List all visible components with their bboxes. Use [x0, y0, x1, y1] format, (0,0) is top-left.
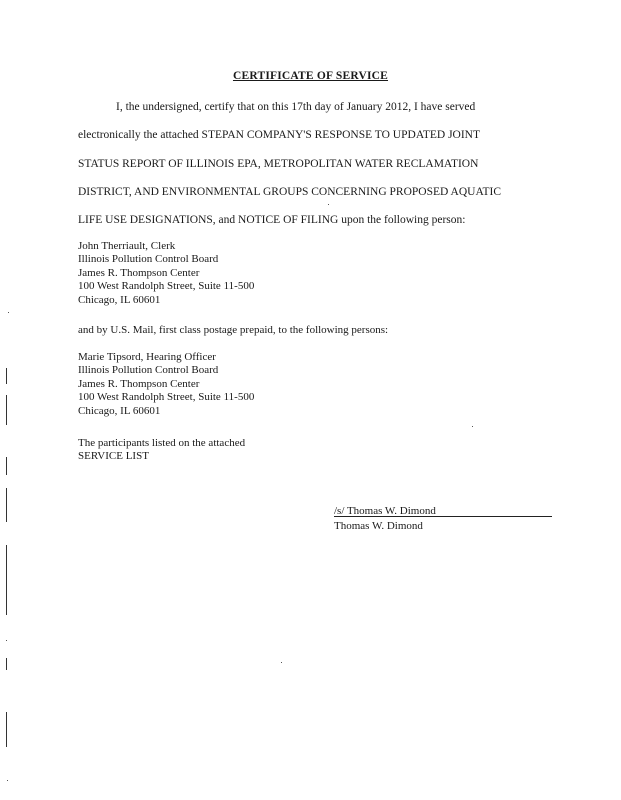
paragraph-line-4: DISTRICT, AND ENVIRONMENTAL GROUPS CONCERNING PROPOSED AQUATIC [78, 186, 502, 198]
recipient-clerk-address [78, 240, 254, 307]
address-line: James R. Thompson Center [78, 266, 200, 279]
electronic-signature: /s/ Thomas W. Dimond [334, 505, 436, 517]
paragraph-line-1: I, the undersigned, certify that on this 17th day of January 2012, I have served [116, 101, 476, 113]
scan-artifact [6, 658, 7, 670]
scan-artifact [281, 662, 282, 663]
scan-artifact [6, 488, 7, 522]
participants-note [78, 437, 245, 464]
scan-artifact [6, 712, 7, 747]
signature-line [334, 516, 552, 517]
mail-intro: and by U.S. Mail, first class postage prepaid, to the following persons: [78, 324, 389, 336]
address-line: James R. Thompson Center [78, 377, 200, 390]
address-line: Illinois Pollution Control Board [78, 364, 219, 377]
address-line: 100 West Randolph Street, Suite 11-500 [78, 391, 255, 404]
paragraph-line-2: electronically the attached STEPAN COMPANY'S RESPONSE TO UPDATED JOINT [78, 129, 481, 141]
scan-artifact [8, 312, 9, 313]
signer-name: Thomas W. Dimond [334, 520, 423, 532]
recipient-hearing-officer-address [78, 351, 254, 418]
address-line: 100 West Randolph Street, Suite 11-500 [78, 280, 255, 293]
paragraph-line-3: STATUS REPORT OF ILLINOIS EPA, METROPOLITAN WATER RECLAMATION [78, 158, 479, 170]
address-line: John Therriault, Clerk [78, 240, 176, 252]
participants-line: The participants listed on the attached [78, 437, 246, 449]
scan-artifact [6, 545, 7, 615]
scan-artifact [6, 395, 7, 425]
address-line: Marie Tipsord, Hearing Officer [78, 351, 216, 363]
address-line: Chicago, IL 60601 [78, 404, 161, 417]
address-line: Illinois Pollution Control Board [78, 253, 219, 266]
scan-artifact [472, 426, 473, 427]
scan-artifact [6, 640, 7, 641]
document-title: CERTIFICATE OF SERVICE [232, 70, 389, 82]
scan-artifact [6, 368, 7, 384]
scan-artifact [7, 780, 8, 781]
scan-artifact [6, 457, 7, 475]
participants-line: SERVICE LIST [78, 450, 149, 463]
address-line: Chicago, IL 60601 [78, 293, 161, 306]
scan-artifact [328, 204, 329, 205]
paragraph-line-5: LIFE USE DESIGNATIONS, and NOTICE OF FILING upon the following person: [78, 214, 466, 226]
